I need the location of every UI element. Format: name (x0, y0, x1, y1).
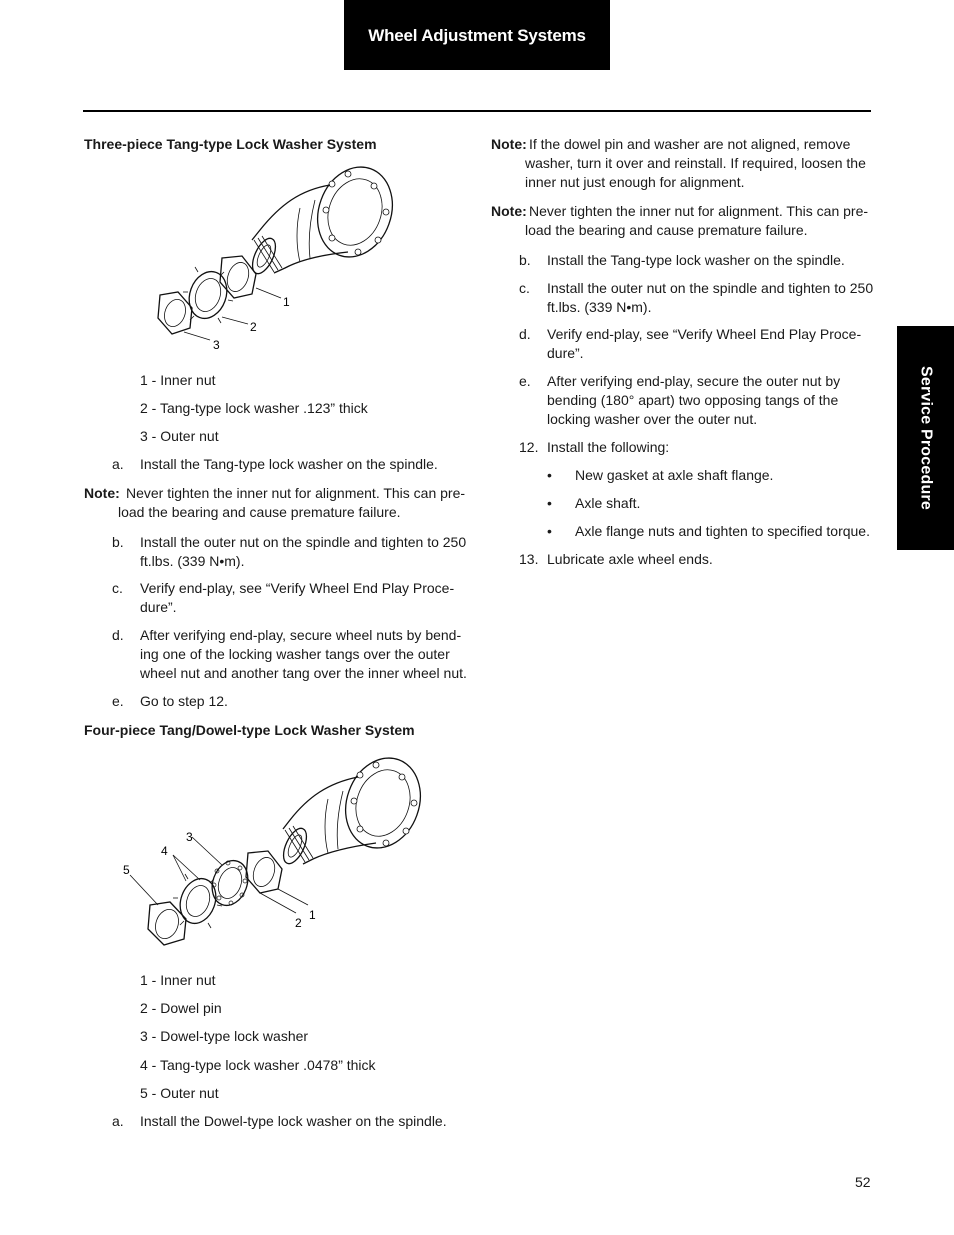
callout-2: 2 (295, 916, 302, 930)
step-text: Install the Tang-type lock washer on the spindle. (547, 252, 845, 268)
callout-2: 2 (250, 320, 257, 334)
step-text: ft.lbs. (339 N•m). (140, 553, 245, 569)
step-text: Install the outer nut on the spindle and tighten to 250 (140, 534, 467, 550)
callout-5: 5 (123, 863, 130, 877)
page-number: 52 (855, 1174, 871, 1190)
note-text: Never tighten the inner nut for alignment. This can pre- (126, 485, 466, 501)
step-marker: e. (112, 693, 124, 709)
note-label: Note: (491, 203, 527, 219)
legend-item: 3 - Dowel-type lock washer (140, 1028, 309, 1044)
legend-item: 1 - Inner nut (140, 972, 216, 988)
note-text: washer, turn it over and reinstall. If required, loosen the (525, 155, 866, 171)
note-text: load the bearing and cause premature failure. (118, 504, 401, 520)
step-marker: b. (519, 252, 531, 268)
note-text: load the bearing and cause premature failure. (525, 222, 808, 238)
header-tab (344, 0, 610, 70)
step-text: Install the following: (547, 439, 670, 455)
callout-1: 1 (283, 295, 290, 309)
callout-1: 1 (309, 908, 316, 922)
bullet-item: Axle shaft. (575, 495, 641, 511)
step-marker: b. (112, 534, 124, 550)
step-text: Lubricate axle wheel ends. (547, 551, 713, 567)
step-text: Go to step 12. (140, 693, 228, 709)
step-marker: d. (519, 326, 531, 342)
step-text: locking washer over the outer nut. (547, 411, 758, 427)
step-marker: 13. (519, 551, 539, 567)
bullet-item: Axle flange nuts and tighten to specified torque. (575, 523, 870, 539)
section-heading-four-piece: Four-piece Tang/Dowel-type Lock Washer System (84, 722, 415, 738)
four-piece-lock-washer-illustration (118, 755, 428, 955)
step-text: Install the Tang-type lock washer on the spindle. (140, 456, 438, 472)
step-text: Install the outer nut on the spindle and tighten to 250 (547, 280, 874, 296)
step-marker: d. (112, 627, 124, 643)
step-text: ft.lbs. (339 N•m). (547, 299, 652, 315)
step-marker: e. (519, 373, 531, 389)
bullet-marker: • (547, 467, 552, 483)
step-text: After verifying end-play, secure wheel nuts by bend- (140, 627, 462, 643)
step-text: wheel nut and another tang over the inner wheel nut. (140, 665, 467, 681)
legend-item: 3 - Outer nut (140, 428, 219, 444)
bullet-item: New gasket at axle shaft flange. (575, 467, 774, 483)
note-text: inner nut just enough for alignment. (525, 174, 745, 190)
step-text: Verify end-play, see “Verify Wheel End Play Proce- (140, 580, 455, 596)
note-label: Note: (84, 485, 120, 501)
legend-item: 5 - Outer nut (140, 1085, 219, 1101)
side-tab (897, 326, 954, 550)
step-text: After verifying end-play, secure the outer nut by (547, 373, 841, 389)
section-heading-three-piece: Three-piece Tang-type Lock Washer System (84, 136, 377, 152)
three-piece-lock-washer-illustration (150, 160, 410, 355)
legend-item: 4 - Tang-type lock washer .0478” thick (140, 1057, 376, 1073)
header-rule (83, 110, 871, 112)
step-text: Install the Dowel-type lock washer on the spindle. (140, 1113, 447, 1129)
step-marker: a. (112, 1113, 124, 1129)
step-text: Verify end-play, see “Verify Wheel End Play Proce- (547, 326, 862, 342)
legend-item: 2 - Dowel pin (140, 1000, 222, 1016)
note-text: If the dowel pin and washer are not aligned, remove (529, 136, 851, 152)
step-marker: c. (112, 580, 123, 596)
step-marker: c. (519, 280, 530, 296)
bullet-marker: • (547, 495, 552, 511)
bullet-marker: • (547, 523, 552, 539)
step-text: bending (180° apart) two opposing tangs of the (547, 392, 839, 408)
step-text: dure”. (140, 599, 177, 615)
legend-item: 1 - Inner nut (140, 372, 216, 388)
step-marker: a. (112, 456, 124, 472)
header-title: Wheel Adjustment Systems (368, 25, 586, 45)
legend-item: 2 - Tang-type lock washer .123” thick (140, 400, 368, 416)
callout-4: 4 (161, 844, 168, 858)
callout-3: 3 (213, 338, 220, 352)
side-tab-label: Service Procedure (917, 366, 934, 510)
step-text: ing one of the locking washer tangs over the outer (140, 646, 450, 662)
step-text: dure”. (547, 345, 584, 361)
note-label: Note: (491, 136, 527, 152)
step-marker: 12. (519, 439, 539, 455)
callout-3: 3 (186, 830, 193, 844)
note-text: Never tighten the inner nut for alignment. This can pre- (529, 203, 869, 219)
